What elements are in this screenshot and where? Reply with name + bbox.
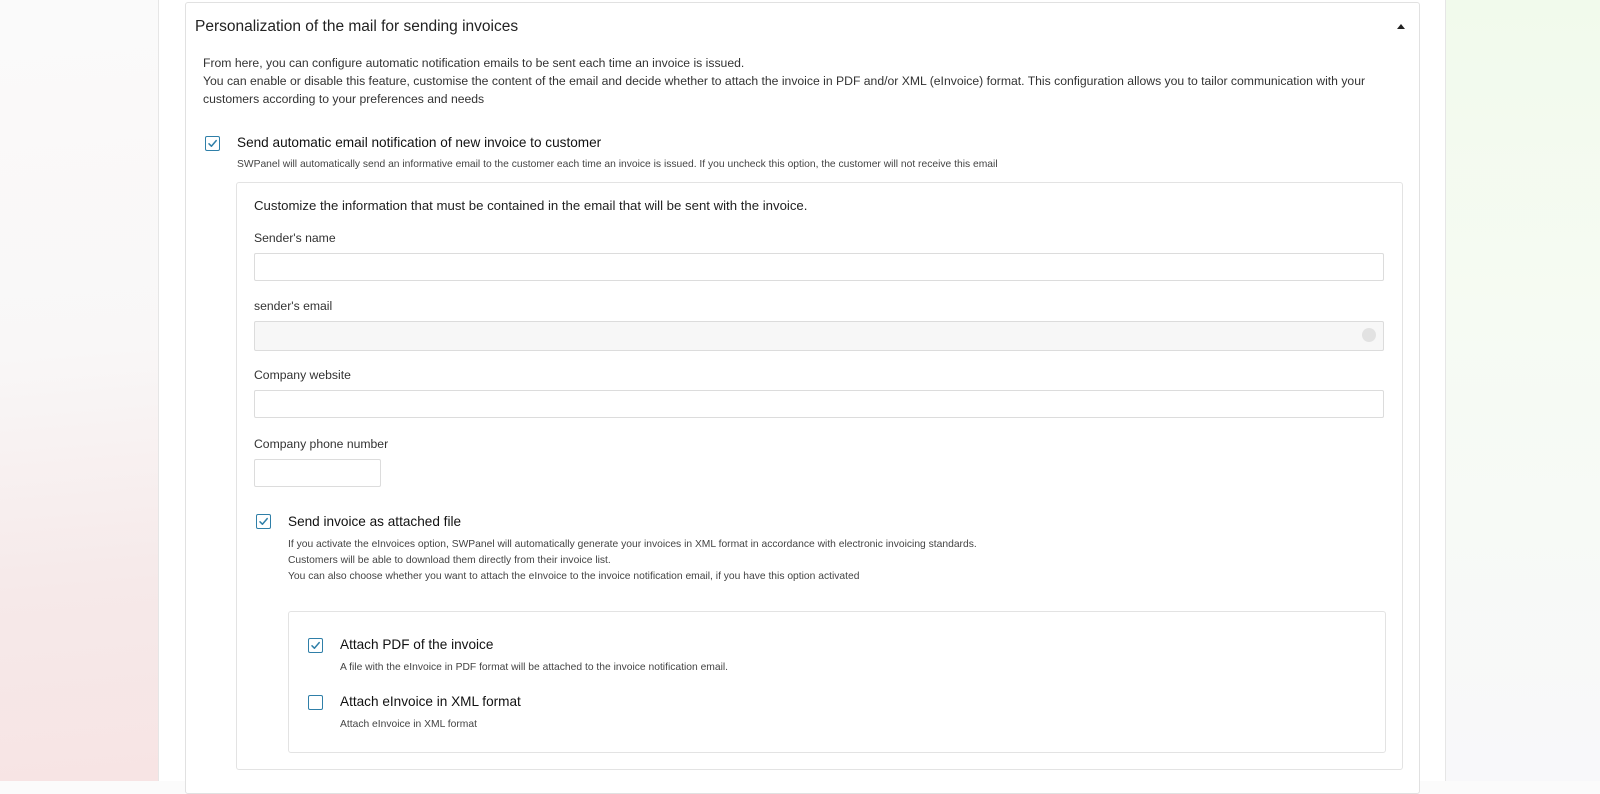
checkmark-icon [258, 516, 269, 527]
sender-name-input[interactable] [254, 253, 1384, 281]
status-dot-icon [1362, 328, 1376, 342]
section-intro [203, 54, 1408, 108]
auto-notification-checkbox[interactable] [205, 136, 220, 151]
attach-pdf-label: Attach PDF of the invoice [340, 637, 494, 652]
checkmark-icon [207, 138, 218, 149]
background-right [1444, 0, 1600, 781]
attach-pdf-checkbox[interactable] [308, 638, 323, 653]
attach-file-desc-line-3: You can also choose whether you want to attach the eInvoice to the invoice notification email, if you have this option activated [288, 571, 860, 582]
attach-xml-description: Attach eInvoice in XML format [340, 719, 477, 730]
attach-file-checkbox[interactable] [256, 514, 271, 529]
attach-xml-label: Attach eInvoice in XML format [340, 694, 521, 709]
attach-xml-checkbox[interactable] [308, 695, 323, 710]
attach-file-desc-line-2: Customers will be able to download them directly from their invoice list. [288, 555, 611, 566]
sender-name-label: Sender's name [254, 231, 336, 245]
caret-up-icon[interactable] [1397, 24, 1405, 29]
attach-file-description [288, 537, 977, 585]
section-title: Personalization of the mail for sending invoices [195, 18, 519, 35]
company-phone-input[interactable] [254, 459, 381, 487]
auto-notification-description: SWPanel will automatically send an informative email to the customer each time an invoice is issued. If you uncheck this option, the customer will not receive this email [237, 159, 998, 170]
auto-notification-label: Send automatic email notification of new invoice to customer [237, 135, 602, 150]
intro-line-2: You can enable or disable this feature, customise the content of the email and decide whether to attach the invoice in PDF and/or XML (eInvoice) format. This configuration allows you to tailor communication with your customers according to your preferences and needs [203, 74, 1366, 106]
company-website-label: Company website [254, 368, 351, 382]
intro-line-1: From here, you can configure automatic notification emails to be sent each time an invoice is issued. [203, 56, 745, 70]
attach-file-label: Send invoice as attached file [288, 514, 462, 529]
sender-email-input[interactable] [254, 321, 1384, 351]
background-left [0, 0, 158, 781]
company-phone-label: Company phone number [254, 437, 389, 451]
attach-file-desc-line-1: If you activate the eInvoices option, SWPanel will automatically generate your invoices in XML format in accordance with electronic invoicing standards. [288, 539, 977, 550]
sender-email-label: sender's email [254, 299, 333, 313]
customization-title: Customize the information that must be contained in the email that will be sent with the invoice. [254, 198, 808, 213]
company-website-input[interactable] [254, 390, 1384, 418]
attach-pdf-description: A file with the eInvoice in PDF format will be attached to the invoice notification email. [340, 662, 729, 673]
checkmark-icon [310, 640, 321, 651]
